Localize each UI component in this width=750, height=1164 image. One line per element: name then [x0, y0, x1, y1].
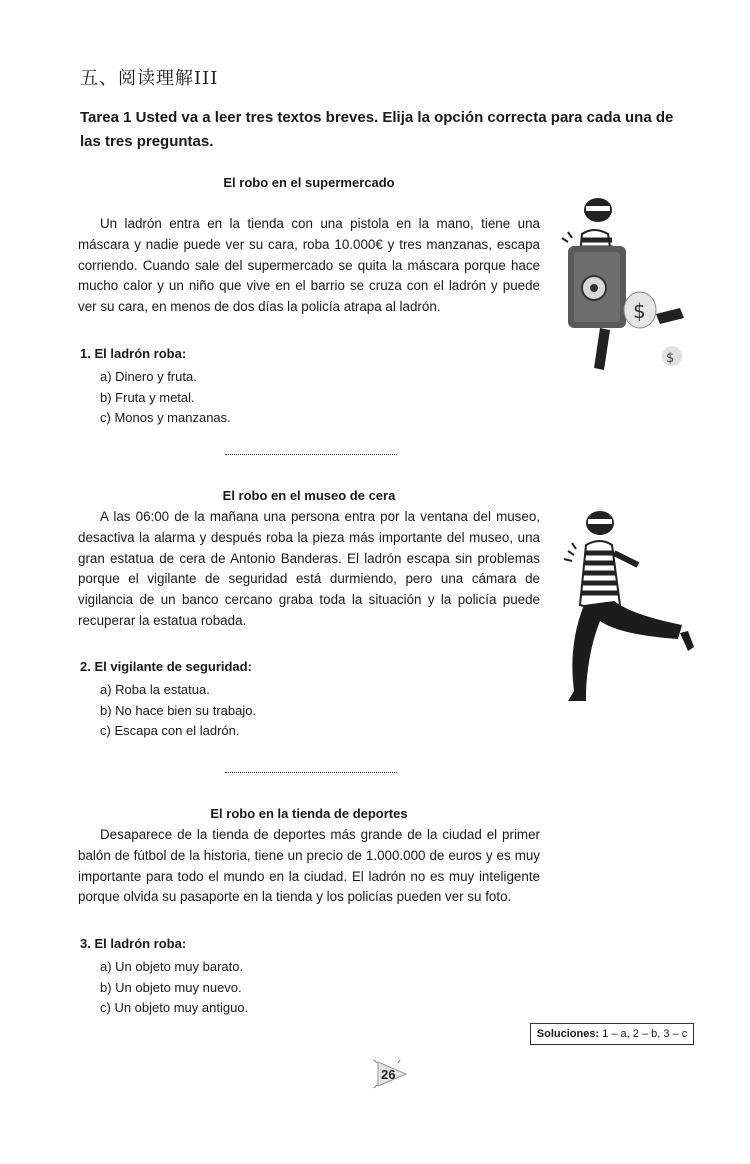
- story-3: [78, 806, 540, 908]
- solutions-box: [530, 1023, 694, 1045]
- question-label: 3. El ladrón roba:: [80, 936, 187, 951]
- option-c: c) Monos y manzanas.: [100, 410, 231, 425]
- story-title: El robo en el museo de cera: [222, 488, 396, 503]
- question-label: 2. El vigilante de seguridad:: [80, 659, 252, 674]
- task-instructions: Tarea 1 Usted va a leer tres textos breves. Elija la opción correcta para cada una de las tres preguntas.: [80, 109, 674, 150]
- option-a: a) Roba la estatua.: [100, 682, 210, 697]
- option-b: b) No hace bien su trabajo.: [100, 702, 257, 718]
- option-b: b) Un objeto muy nuevo.: [100, 979, 242, 995]
- solutions-label: Soluciones:: [536, 1028, 600, 1040]
- divider: [225, 454, 397, 455]
- story-2: [78, 488, 540, 632]
- running-thief-illustration: [562, 505, 702, 710]
- page-number: 26: [381, 1067, 396, 1082]
- option-b: b) Fruta y metal.: [100, 389, 195, 405]
- page-number-badge: [372, 1058, 412, 1090]
- question-3: [80, 936, 248, 1019]
- story-text: Un ladrón entra en la tienda con una pistola en la mano, tiene una máscara y nadie puede ver su cara, roba 10.000€ y tres manzanas, escapa corriendo. Cuando sale del supermercado se quita la máscara porque hace mucho calor y un niño que vive en el barrio se cruza con el ladrón y puede ver su cara, en menos de dos días la policía atrapa al ladrón.: [78, 216, 540, 315]
- thief-with-safe-illustration: [560, 188, 700, 378]
- story-text: A las 06:00 de la mañana una persona entra por la ventana del museo, desactiva la alarma y después roba la pieza más importante del museo, una gran estatua de cera de Antonio Banderas. El ladrón escapa sin problemas porque el vigilante de seguridad está durmiendo, pero una cámara de vigilancia de un banco cercano graba toda la situación y la policía puede recuperar la estatua robada.: [78, 509, 540, 628]
- section-title: 五、阅读理解III: [80, 68, 219, 89]
- question-2: [80, 659, 256, 742]
- svg-text:$: $: [666, 351, 675, 366]
- option-c: c) Un objeto muy antiguo.: [100, 1000, 249, 1015]
- solutions-value: 1 – a, 2 – b, 3 – c: [599, 1028, 688, 1040]
- question-label: 1. El ladrón roba:: [80, 346, 187, 361]
- story-title: El robo en la tienda de deportes: [210, 806, 408, 821]
- option-a: a) Dinero y fruta.: [100, 369, 197, 384]
- story-title: El robo en el supermercado: [223, 175, 395, 190]
- divider: [225, 772, 397, 773]
- story-text: Desaparece de la tienda de deportes más grande de la ciudad el primer balón de fútbol de la historia, tiene un precio de 1.000.000 de euros y es muy importante para todo el mundo en la ciudad. El ladrón no es muy inteligente porque olvida su pasaporte en la tienda y los policías pueden ver su foto.: [78, 827, 540, 905]
- option-a: a) Un objeto muy barato.: [100, 959, 244, 974]
- question-1: [80, 346, 231, 429]
- option-c: c) Escapa con el ladrón.: [100, 723, 240, 738]
- svg-text:$: $: [633, 299, 646, 323]
- story-1: [78, 175, 540, 318]
